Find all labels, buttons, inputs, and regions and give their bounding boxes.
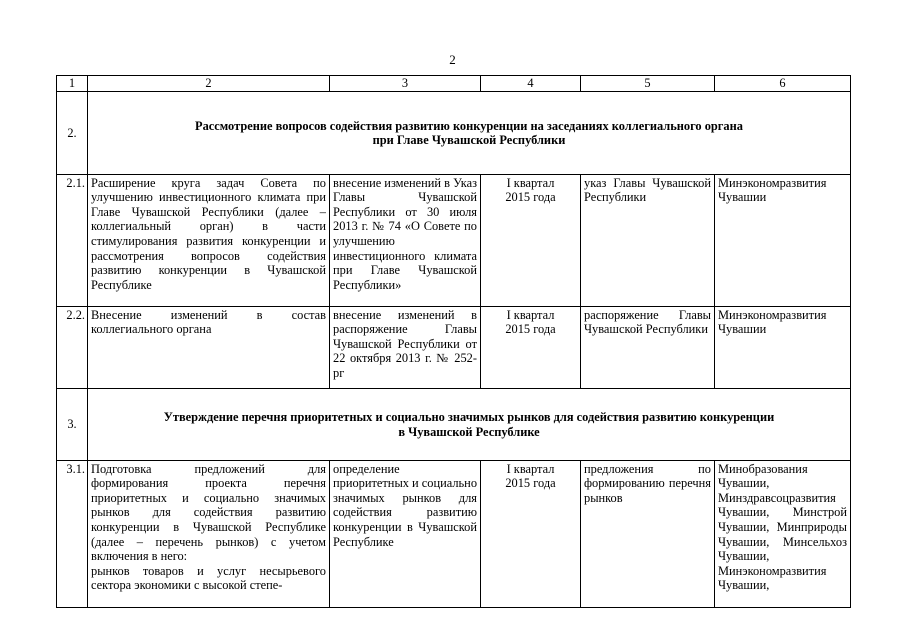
table-row [57, 174, 851, 306]
measure-cell: Расширение круга задач Совета по улучшению инвестиционного климата при Главе Чувашской Республики (далее – коллегиальный орган) в части стимулирования развития конкуренции и рассмотрения вопросов содействия развитию конкуренции в Чувашской Республике [88, 174, 330, 306]
section-title [88, 388, 851, 460]
section-title [88, 91, 851, 174]
deadline-line: I квартал [506, 175, 555, 190]
section-row [57, 388, 851, 460]
section-number: 3. [57, 388, 88, 460]
measures-table [56, 75, 851, 608]
row-number: 3.1. [57, 460, 88, 607]
action-cell: внесение изменений в Указ Главы Чувашской Республики от 30 июля 2013 г. № 74 «О Совете по улучшению инвестиционного климата при Главе Чувашской Республики» [330, 174, 481, 306]
deadline-line: I квартал [506, 461, 555, 476]
header-cell: 1 [57, 76, 88, 92]
header-cell: 5 [581, 76, 715, 92]
section-row [57, 91, 851, 174]
measure-paragraph: рынков товаров и услуг несырьевого сектора экономики с высокой степе- [91, 563, 326, 593]
row-number: 2.1. [57, 174, 88, 306]
deadline-cell [481, 460, 581, 607]
result-cell: указ Главы Чувашской Республики [581, 174, 715, 306]
measure-cell: Внесение изменений в состав коллегиального органа [88, 306, 330, 388]
deadline-cell [481, 306, 581, 388]
action-cell: определение приоритетных и социально значимых рынков для содействия развитию конкуренции в Чувашской Республике [330, 460, 481, 607]
measure-cell [88, 460, 330, 607]
deadline-line: 2015 года [505, 322, 556, 337]
header-cell: 4 [481, 76, 581, 92]
table-row [57, 306, 851, 388]
section-title-line: при Главе Чувашской Республики [372, 133, 566, 148]
deadline-line: 2015 года [505, 190, 556, 205]
header-cell: 6 [715, 76, 851, 92]
header-cell: 2 [88, 76, 330, 92]
header-cell: 3 [330, 76, 481, 92]
deadline-cell [481, 174, 581, 306]
responsible-cell: Минэкономразвития Чувашии [715, 306, 851, 388]
deadline-line: I квартал [506, 307, 555, 322]
row-number: 2.2. [57, 306, 88, 388]
responsible-cell: Минэкономразвития Чувашии [715, 174, 851, 306]
responsible-cell: Минобразования Чувашии, Минздравсоцразвития Чувашии, Минстрой Чувашии, Минприроды Чувашии, Минсельхоз Чувашии, Минэкономразвития Чувашии, [715, 460, 851, 607]
table-header-row [57, 76, 851, 92]
section-title-line: Утверждение перечня приоритетных и социально значимых рынков для содействия развитию конкуренции [163, 410, 775, 424]
action-cell: внесение изменений в распоряжение Главы Чувашской Республики от 22 октября 2013 г. № 252-рг [330, 306, 481, 388]
result-cell: предложения по формированию перечня рынков [581, 460, 715, 607]
page-number: 2 [449, 52, 456, 67]
section-title-line: в Чувашской Республике [398, 424, 540, 439]
section-title-line: Рассмотрение вопросов содействия развитию конкуренции на заседаниях коллегиального органа [195, 118, 743, 133]
result-cell: распоряжение Главы Чувашской Республики [581, 306, 715, 388]
deadline-line: 2015 года [505, 476, 556, 491]
measure-paragraph: Подготовка предложений для формирования проекта перечня приоритетных и социально значимых рынков для содействия развитию конкуренции в Чувашской Республике (далее – перечень рынков) с учетом включения в него: [91, 461, 326, 564]
table-row [57, 460, 851, 607]
section-number: 2. [57, 91, 88, 174]
